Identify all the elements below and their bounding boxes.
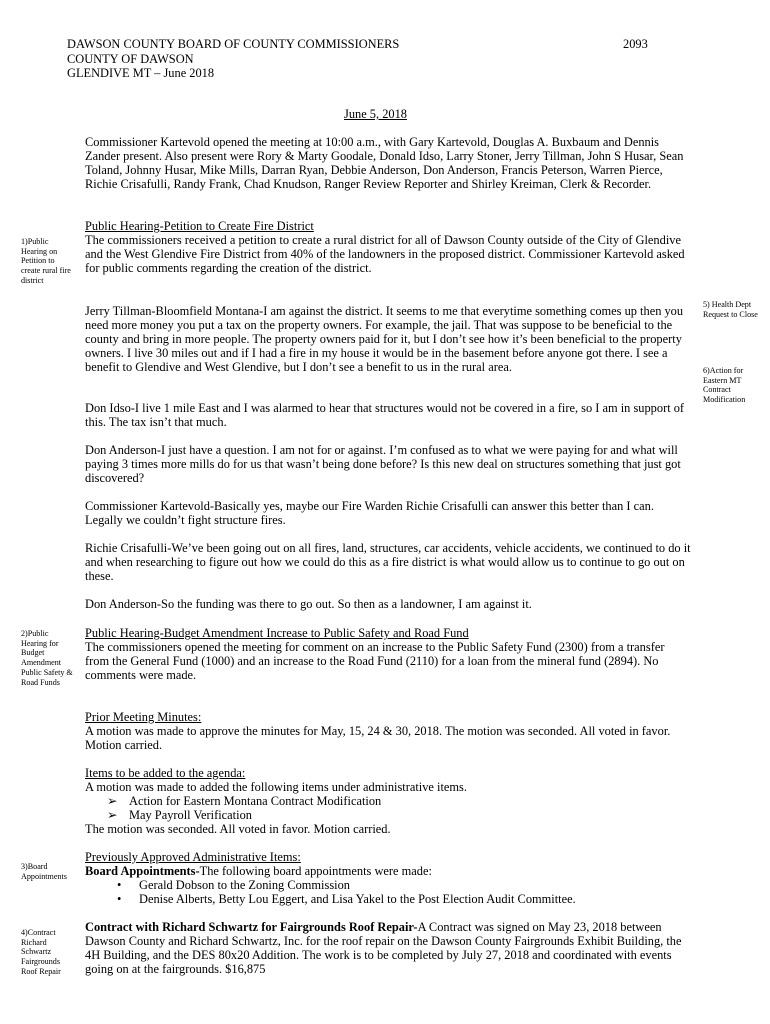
admin-section	[85, 850, 691, 906]
appointments-list	[85, 878, 691, 906]
list-item	[117, 892, 691, 906]
list-item	[107, 808, 691, 822]
comment-idso: Don Idso-I live 1 mile East and I was alarmed to hear that structures would not be covered in a fire, so I am in support of this. The tax isn’t that much.	[85, 401, 685, 430]
budget-heading: Public Hearing-Budget Amendment Increase to Public Safety and Road Fund	[85, 626, 469, 640]
header-board-name: DAWSON COUNTY BOARD OF COUNTY COMMISSIONERS	[67, 37, 400, 51]
agenda-list	[85, 794, 691, 822]
minutes-heading: Prior Meeting Minutes:	[85, 710, 202, 724]
appointment-label: Gerald Dobson to the Zoning Commission	[139, 878, 350, 893]
margin-note-fire-district: 1)Public Hearing on Petition to create rural fire district	[21, 237, 71, 285]
admin-heading: Previously Approved Administrative Items:	[85, 850, 301, 864]
margin-note-board: 3)Board Appointments	[21, 862, 67, 881]
fire-district-intro: The commissioners received a petition to create a rural district for all of Dawson County outside of the City of Glendive and the West Glendive Fire District from 40% of the landowners in the proposed district. Commissioner Kartevold asked for public comments regarding the creation of the district.	[85, 233, 685, 276]
margin-note-eastern-mt: 6)Action for Eastern MT Contract Modification	[703, 366, 746, 405]
comment-kartevold: Commissioner Kartevold-Basically yes, maybe our Fire Warden Richie Crisafulli can answer this better than I can. Legally we couldn’t fight structure fires.	[85, 499, 654, 528]
comment-anderson-final: Don Anderson-So the funding was there to go out. So then as a landowner, I am against it.	[85, 597, 532, 611]
list-item	[117, 878, 691, 892]
contract-paragraph	[85, 920, 691, 976]
appointment-label: Denise Alberts, Betty Lou Eggert, and Lisa Yakel to the Post Election Audit Committee.	[139, 892, 576, 907]
margin-note-health-dept: 5) Health Dept Request to Close	[703, 300, 758, 319]
margin-note-budget: 2)Public Hearing for Budget Amendment Public Safety & Road Funds	[21, 629, 73, 687]
margin-note-contract: 4)Contract Richard Schwartz Fairgrounds Roof Repair	[21, 928, 61, 976]
board-appointments	[85, 864, 691, 878]
agenda-heading: Items to be added to the agenda:	[85, 766, 246, 780]
meeting-date: June 5, 2018	[344, 107, 407, 121]
header-county: COUNTY OF DAWSON	[67, 51, 194, 66]
fire-district-heading: Public Hearing-Petition to Create Fire District	[85, 219, 314, 233]
budget-section	[85, 626, 691, 682]
agenda-intro: A motion was made to added the following items under administrative items.	[85, 780, 467, 795]
agenda-item-label: Action for Eastern Montana Contract Modification	[129, 794, 382, 809]
board-appointments-title: Board Appointments-	[85, 864, 200, 879]
header-location: GLENDIVE MT – June 2018	[67, 66, 215, 81]
minutes-text: A motion was made to approve the minutes for May, 15, 24 & 30, 2018. The motion was seconded. All voted in favor. Motion carried.	[85, 724, 671, 753]
agenda-section	[85, 766, 691, 836]
comment-tillman: Jerry Tillman-Bloomfield Montana-I am against the district. It seems to me that everytime something comes up then you need more money you put a tax on the property owners. For example, the jail. That was suppose to be beneficial to the county and bring in more people. The property owners paid for it, but I don’t see how it’s been beneficial to the property owners. I live 30 miles out and if I had a fire in my house it would be in the basement before anyone got there. I see a benefit to Glendive and West Glendive, but I don’t see a benefit to us in the rural area.	[85, 304, 684, 375]
comment-anderson-question: Don Anderson-I just have a question. I am not for or against. I’m confused as to what we were paying for and what will paying 3 times more mills do for us that wasn’t being done before? Is this new deal on structures something that just got discovered?	[85, 443, 681, 486]
board-appointments-text: The following board appointments were made:	[199, 864, 432, 879]
agenda-item-label: May Payroll Verification	[129, 808, 252, 823]
comment-crisafulli: Richie Crisafulli-We’ve been going out on all fires, land, structures, car accidents, vehicle accidents, we continued to do it and when researching to figure out how we could do this as a fire district is what would allow us to continue to go out on these.	[85, 541, 691, 584]
document-header	[67, 37, 399, 81]
opening-paragraph: Commissioner Kartevold opened the meeting at 10:00 a.m., with Gary Kartevold, Douglas A. Buxbaum and Dennis Zander present. Also present were Rory & Marty Goodale, Donald Idso, Larry Stoner, Jerry Tillman, John S Husar, Sean Toland, Johnny Husar, Mike Mills, Darran Ryan, Debbie Anderson, Don Anderson, Francis Peterson, Warren Pierce, Richie Crisafulli, Randy Frank, Chad Knudson, Ranger Review Reporter and Shirley Kreiman, Clerk & Recorder.	[85, 135, 684, 192]
page-number: 2093	[623, 37, 648, 51]
list-item	[107, 794, 691, 808]
budget-text: The commissioners opened the meeting for comment on an increase to the Public Safety Fund (2300) from a transfer from the General Fund (1000) and an increase to the Road Fund (2110) for a loan from the mineral fund (2894). No comments were made.	[85, 640, 665, 683]
contract-title: Contract with Richard Schwartz for Fairgrounds Roof Repair-	[85, 920, 418, 934]
contract-text: A Contract was signed on May 23, 2018 between Dawson County and Richard Schwartz, Inc. for the roof repair on the Dawson County Fairgrounds Exhibit Building, the 4H Building, and the DES 80x20 Addition. The work is to be completed by July 27, 2018 and coordinated with events going on at the fairgrounds. $16,875	[85, 920, 682, 977]
minutes-section	[85, 710, 691, 752]
agenda-closing: The motion was seconded. All voted in favor. Motion carried.	[85, 822, 391, 837]
fire-district-section	[85, 219, 691, 275]
